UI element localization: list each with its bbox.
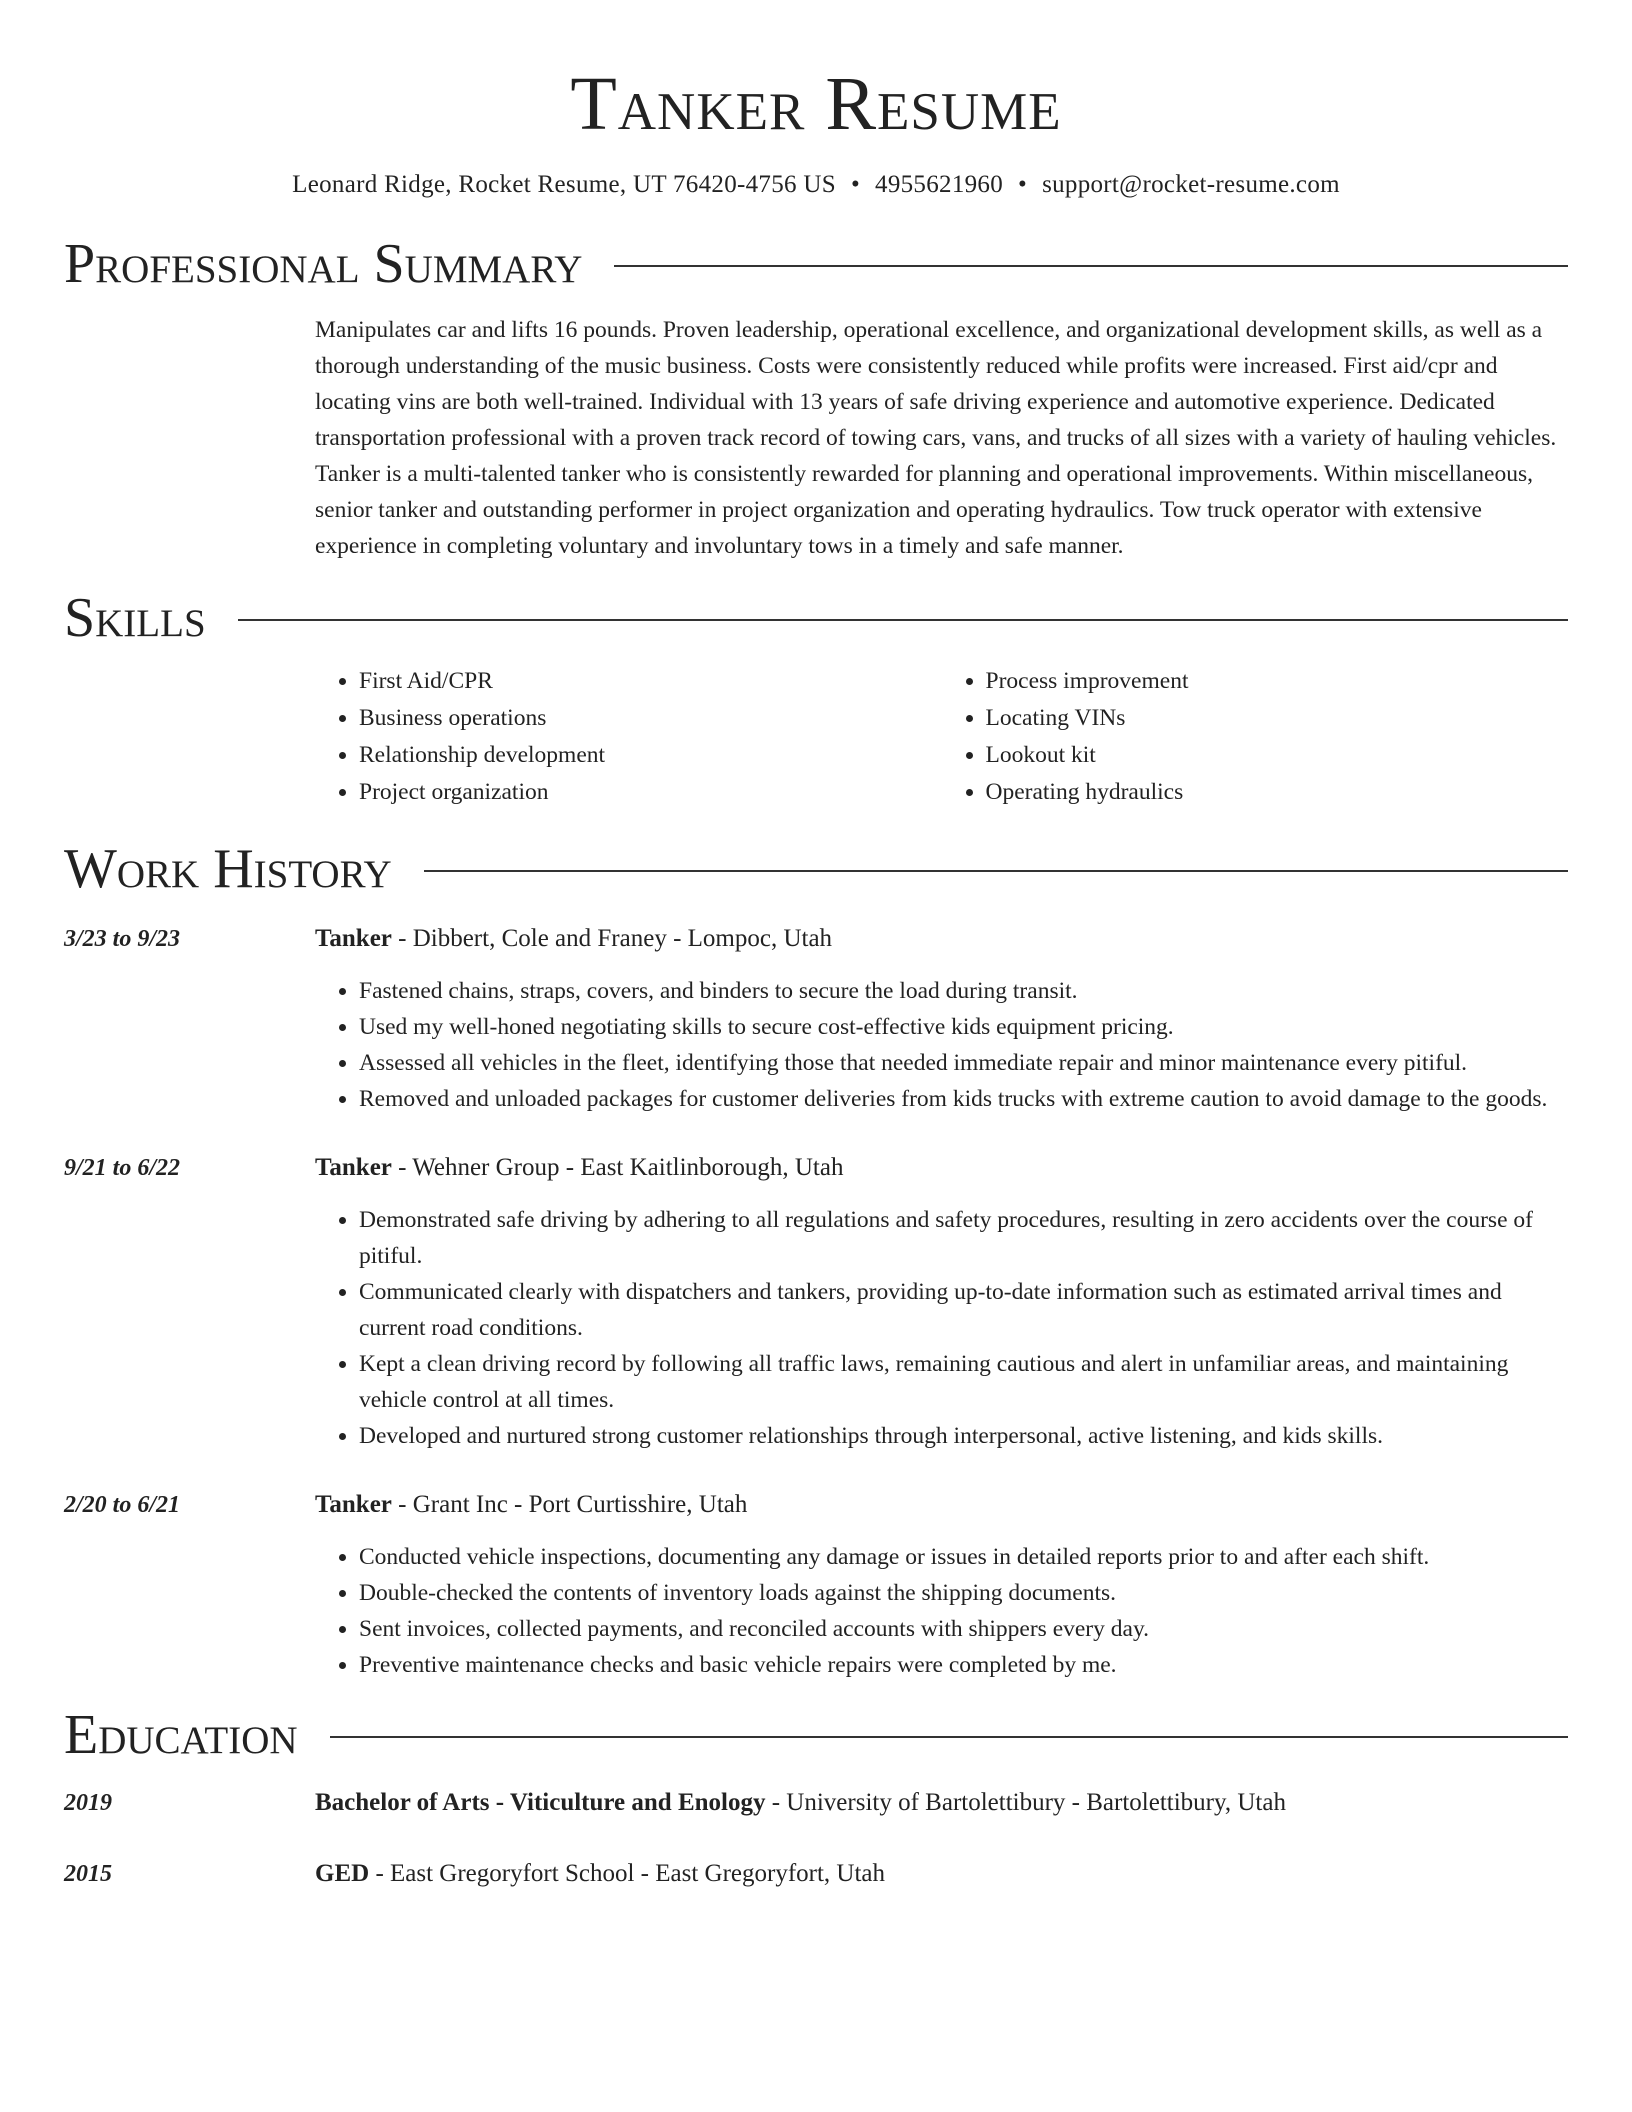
work-bullet: • Removed and unloaded packages for customer deliveries from kids trucks with extreme caution to avoid damage to the goods. — [359, 1081, 1568, 1117]
work-dates: 2/20 to 6/21 — [64, 1492, 181, 1518]
work-bullet: • Developed and nurtured strong customer relationships through interpersonal, active listening, and kids skills. — [359, 1418, 1568, 1454]
work-section-header — [64, 839, 1568, 899]
skills-column-right — [942, 663, 1569, 811]
section-divider — [614, 265, 1568, 267]
work-entry — [64, 1150, 1568, 1454]
work-bullet: • Used my well-honed negotiating skills to secure cost-effective kids equipment pricing. — [359, 1009, 1568, 1045]
work-dates: 9/21 to 6/22 — [64, 1155, 181, 1181]
education-entry — [64, 1785, 1568, 1821]
summary-text: Manipulates car and lifts 16 pounds. Proven leadership, operational excellence, and organizational development skills, as well as a thorough understanding of the music business. Costs were consistently reduced while profits were increased. First aid/cpr and locating vins are both well-trained. Individual with 13 years of safe driving experience and automotive experience. Dedicated transportation professional with a proven track record of towing cars, vans, and trucks of all sizes with a variety of hauling vehicles. Tanker is a multi-talented tanker who is consistently rewarded for planning and operational improvements. Within miscellaneous, senior tanker and outstanding performer in project organization and operating hydraulics. Tow truck operator with extensive experience in completing voluntary and involuntary tows in a timely and safe manner. — [315, 317, 1557, 559]
work-role: Tanker — [315, 1154, 392, 1181]
skills-column-left — [315, 663, 942, 811]
education-year: 2019 — [64, 1790, 112, 1816]
work-employer: - Wehner Group - East Kaitlinborough, Utah — [391, 1154, 844, 1181]
education-school: - University of Bartolettibury - Bartolettibury, Utah — [765, 1789, 1286, 1816]
skill-item: • Process improvement — [986, 663, 1569, 700]
work-bullet: • Sent invoices, collected payments, and reconciled accounts with shippers every day. — [359, 1611, 1568, 1647]
resume-page — [64, 0, 1568, 1892]
work-bullet: • Conducted vehicle inspections, documenting any damage or issues in detailed reports prior to and after each shift. — [359, 1539, 1568, 1575]
work-header — [315, 921, 1568, 957]
summary-section-header — [64, 234, 1568, 294]
work-role: Tanker — [315, 1491, 392, 1518]
work-role: Tanker — [315, 925, 392, 952]
summary-heading: Professional Summary — [64, 233, 583, 295]
skills-heading: Skills — [64, 587, 206, 649]
section-divider — [424, 870, 1568, 872]
education-school: - East Gregoryfort School - East Gregoryfort, Utah — [369, 1860, 886, 1887]
work-bullet: • Fastened chains, straps, covers, and binders to secure the load during transit. — [359, 973, 1568, 1009]
resume-title: Tanker Resume — [570, 62, 1062, 146]
work-employer: - Dibbert, Cole and Franey - Lompoc, Utah — [391, 925, 833, 952]
work-bullet: • Double-checked the contents of inventory loads against the shipping documents. — [359, 1575, 1568, 1611]
work-entry — [64, 921, 1568, 1117]
skill-item: • Lookout kit — [986, 737, 1569, 774]
skill-item: • Locating VINs — [986, 700, 1569, 737]
work-header — [315, 1487, 1568, 1523]
education-heading: Education — [64, 1704, 298, 1766]
education-year: 2015 — [64, 1861, 112, 1887]
contact-separator: • — [1018, 171, 1028, 198]
work-bullet: • Demonstrated safe driving by adhering to all regulations and safety procedures, resulting in zero accidents over the course of pitiful. — [359, 1202, 1568, 1274]
work-bullets — [315, 973, 1568, 1117]
education-section-header — [64, 1705, 1568, 1765]
education-degree: Bachelor of Arts - Viticulture and Enology — [315, 1789, 766, 1816]
contact-address: Leonard Ridge, Rocket Resume, UT 76420-4756 US — [292, 171, 836, 198]
work-dates: 3/23 to 9/23 — [64, 926, 181, 952]
education-entry — [64, 1856, 1568, 1892]
skills-section-header — [64, 588, 1568, 648]
contact-phone: 4955621960 — [875, 171, 1004, 198]
work-employer: - Grant Inc - Port Curtisshire, Utah — [391, 1491, 748, 1518]
work-header — [315, 1150, 1568, 1186]
work-bullet: • Preventive maintenance checks and basic vehicle repairs were completed by me. — [359, 1647, 1568, 1683]
skill-item: • First Aid/CPR — [359, 663, 942, 700]
work-bullet: • Communicated clearly with dispatchers and tankers, providing up-to-date information such as estimated arrival times and current road conditions. — [359, 1274, 1568, 1346]
work-bullets — [315, 1539, 1568, 1683]
education-degree: GED — [315, 1860, 370, 1887]
work-bullet: • Assessed all vehicles in the fleet, identifying those that needed immediate repair and minor maintenance every pitiful. — [359, 1045, 1568, 1081]
skill-item: • Project organization — [359, 774, 942, 811]
contact-line — [64, 170, 1568, 200]
work-bullets — [315, 1202, 1568, 1454]
work-heading: Work History — [64, 838, 392, 900]
contact-email: support@rocket-resume.com — [1042, 171, 1340, 198]
work-entry — [64, 1487, 1568, 1683]
skill-item: • Operating hydraulics — [986, 774, 1569, 811]
skills-list — [315, 663, 1568, 811]
skill-item: • Business operations — [359, 700, 942, 737]
section-divider — [330, 1736, 1568, 1738]
section-divider — [238, 619, 1568, 621]
contact-separator: • — [850, 171, 861, 198]
work-bullet: • Kept a clean driving record by following all traffic laws, remaining cautious and alert in unfamiliar areas, and maintaining vehicle control at all times. — [359, 1346, 1568, 1418]
skill-item: • Relationship development — [359, 737, 942, 774]
